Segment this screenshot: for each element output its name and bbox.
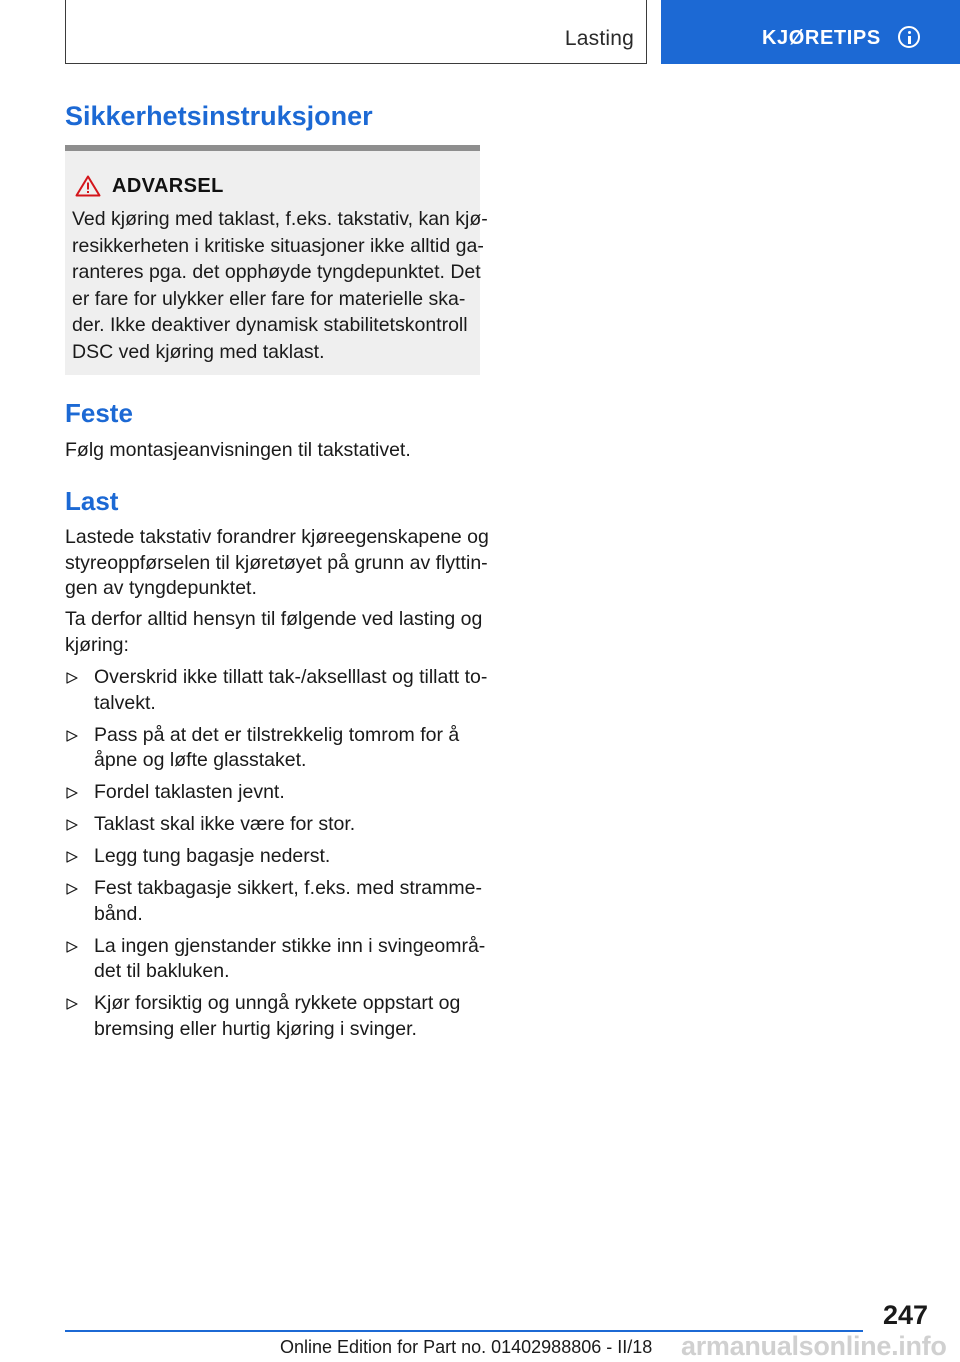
- list-item-line: Pass på at det er tilstrekkelig tomrom for å: [94, 723, 460, 746]
- warning-line: ranteres pga. det opphøyde tyngdepunktet. Det: [72, 261, 481, 283]
- list-item-line: bånd.: [94, 902, 143, 925]
- paragraph-line: styreoppførselen til kjøretøyet på grunn av flyttin-: [65, 551, 488, 574]
- list-item-line: Legg tung bagasje nederst.: [94, 845, 331, 867]
- bullet-triangle-icon: [66, 851, 78, 863]
- warning-line: er fare for ulykker eller fare for materielle ska-: [72, 287, 466, 310]
- feste-line: Følg montasjeanvisningen til takstativet.: [65, 439, 411, 461]
- bullet-triangle-icon: [66, 941, 78, 953]
- warning-line: der. Ikke deaktiver dynamisk stabilitetskontroll: [72, 314, 468, 336]
- heading-feste: Feste: [65, 398, 133, 428]
- info-icon[interactable]: [898, 26, 920, 48]
- paragraph-line: Lastede takstativ forandrer kjøreegenskapene og: [65, 526, 489, 548]
- list-item-line: Fest takbagasje sikkert, f.eks. med stramme-: [94, 877, 482, 899]
- bullet-triangle-icon: [66, 998, 78, 1010]
- warning-box: [65, 145, 488, 375]
- list-item-line: talvekt.: [94, 691, 156, 714]
- bullet-triangle-icon: [66, 819, 78, 831]
- header-section-box: [65, 0, 647, 64]
- list-item: [65, 991, 480, 1042]
- warning-label: ADVARSEL: [112, 175, 224, 197]
- list-item-line: bremsing eller hurtig kjøring i svinger.: [94, 1017, 417, 1040]
- load-guidelines-list: [65, 665, 488, 1049]
- list-item: [65, 844, 480, 870]
- footer-edition: Online Edition for Part no. 01402988806 - II/18: [280, 1337, 653, 1357]
- list-item-line: Overskrid ikke tillatt tak-/akselllast og tillatt to-: [94, 666, 488, 688]
- warning-line: DSC ved kjøring med taklast.: [72, 340, 325, 363]
- header-section-title: Lasting: [564, 27, 634, 50]
- bullet-triangle-icon: [66, 672, 78, 684]
- list-item: [65, 723, 480, 774]
- page-title: Sikkerhetsinstruksjoner: [65, 101, 373, 131]
- list-item-line: Fordel taklasten jevnt.: [94, 781, 285, 803]
- list-item: [65, 665, 488, 716]
- last-paragraph-1: [65, 525, 489, 602]
- heading-last: Last: [65, 486, 119, 516]
- list-item: [65, 780, 480, 806]
- bullet-triangle-icon: [66, 730, 78, 742]
- feste-text: [65, 438, 480, 464]
- watermark: armanualsonline.info: [681, 1331, 947, 1361]
- page-number: 247: [883, 1300, 929, 1330]
- warning-triangle-icon: [75, 175, 101, 197]
- list-item-line: åpne og løfte glasstaket.: [94, 749, 307, 771]
- header-tab-kjoretips[interactable]: [661, 0, 960, 64]
- paragraph-line: Ta derfor alltid hensyn til følgende ved lasting og: [65, 608, 483, 630]
- list-item: [65, 812, 480, 838]
- warning-text: [72, 206, 488, 365]
- last-paragraph-2: [65, 607, 483, 658]
- warning-line: resikkerheten i kritiske situasjoner ikke alltid ga-: [72, 234, 484, 257]
- bullet-triangle-icon: [66, 787, 78, 799]
- list-item: [65, 934, 486, 985]
- bullet-triangle-icon: [66, 883, 78, 895]
- header-tab-label: KJØRETIPS: [762, 27, 881, 49]
- list-item: [65, 876, 480, 927]
- list-item-line: Kjør forsiktig og unngå rykkete oppstart og: [94, 992, 461, 1014]
- list-item-line: La ingen gjenstander stikke inn i svingeområ-: [94, 934, 486, 957]
- paragraph-line: gen av tyngdepunktet.: [65, 577, 257, 599]
- list-item-line: Taklast skal ikke være for stor.: [94, 813, 356, 835]
- list-item-line: det til bakluken.: [94, 960, 230, 982]
- warning-line: Ved kjøring med taklast, f.eks. takstativ, kan kjø-: [72, 208, 488, 230]
- paragraph-line: kjøring:: [65, 633, 129, 656]
